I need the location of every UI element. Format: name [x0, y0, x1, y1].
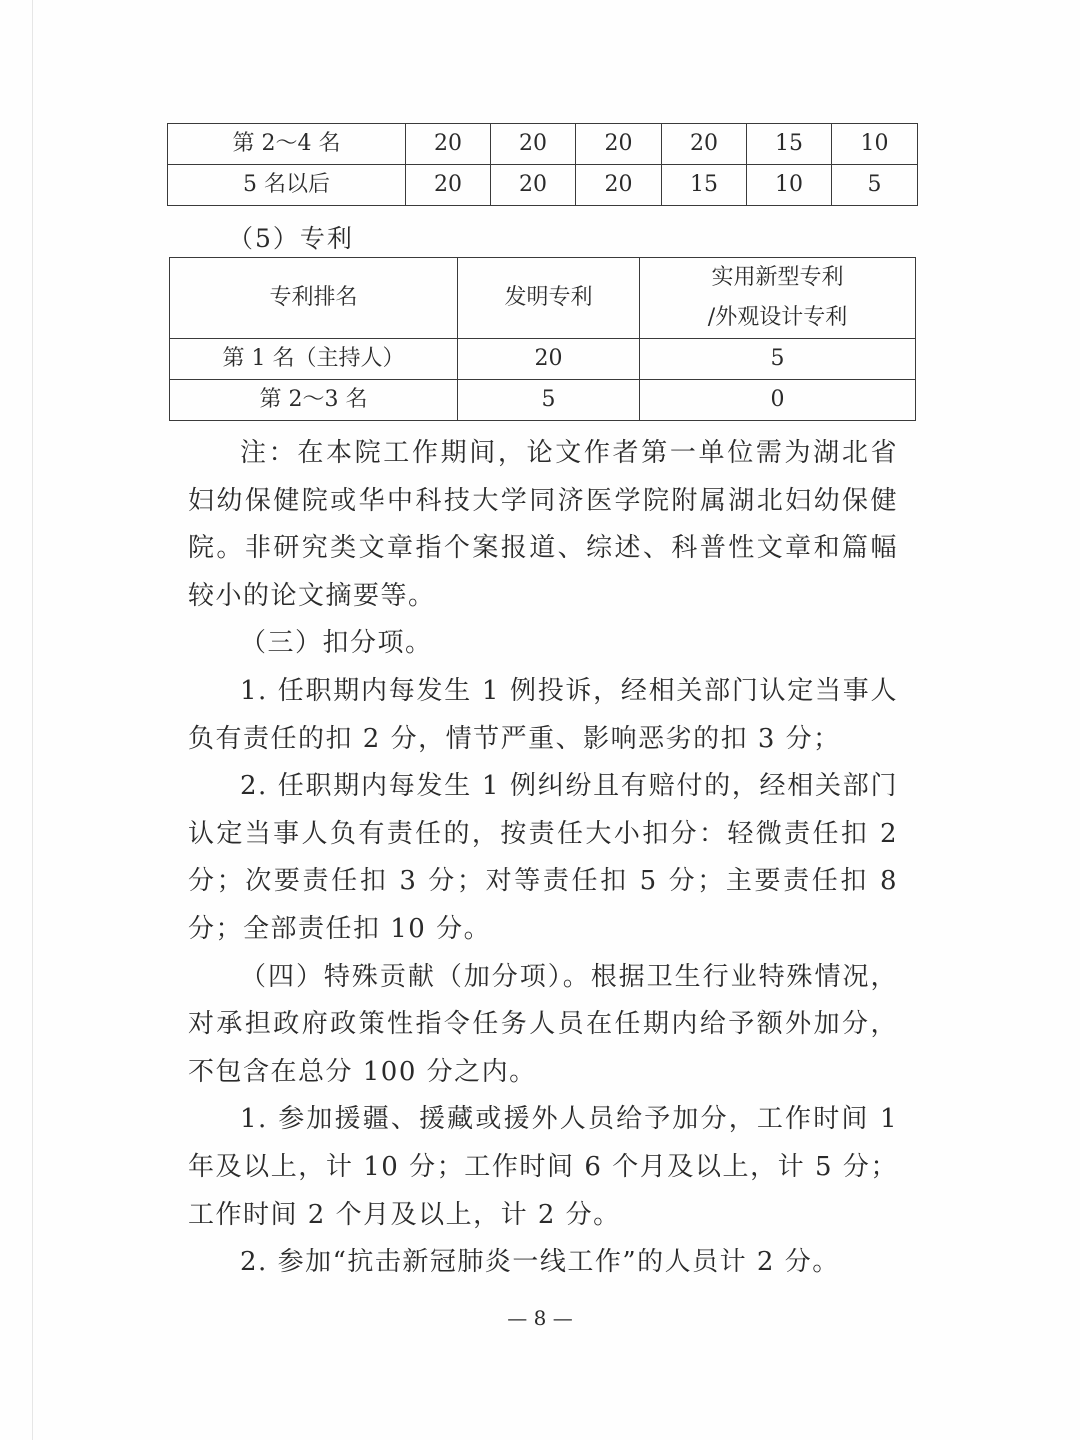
rank-cell: 第 2～3 名 — [170, 380, 458, 421]
header-rank: 专利排名 — [170, 258, 458, 339]
table-header-row — [170, 258, 916, 339]
deduction-item-1: 1. 任职期内每发生 1 例投诉，经相关部门认定当事人负有责任的扣 2 分，情节严重、影响恶劣的扣 3 分； — [188, 675, 898, 754]
rank-cell: 第 1 名（主持人） — [170, 339, 458, 380]
deduction-item-2: 2. 任职期内每发生 1 例纠纷且有赔付的，经相关部门认定当事人负有责任的，按责任大小扣分：轻微责任扣 2 分；次要责任扣 3 分；对等责任扣 5 分；主要责任扣 8 分；全部责任扣 10 分。 — [188, 771, 898, 944]
score-cell: 20 — [406, 165, 491, 206]
section-heading-deductions: （三）扣分项。 — [240, 628, 433, 659]
ranking-score-table — [167, 123, 918, 206]
header-invention: 发明专利 — [458, 258, 640, 339]
header-utility-line-2: /外观设计专利 — [707, 305, 848, 330]
score-cell: 15 — [747, 124, 832, 165]
header-utility-line-1: 实用新型专利 — [711, 265, 844, 290]
utility-cell: 0 — [640, 380, 916, 421]
score-cell: 20 — [662, 124, 747, 165]
table-row — [168, 124, 918, 165]
invention-cell: 20 — [458, 339, 640, 380]
header-utility — [640, 258, 916, 339]
score-cell: 5 — [832, 165, 918, 206]
table-row — [168, 165, 918, 206]
score-cell: 20 — [576, 124, 662, 165]
score-cell: 10 — [747, 165, 832, 206]
section-heading-special-contribution: （四）特殊贡献（加分项）。根据卫生行业特殊情况，对承担政府政策性指令任务人员在任期内给予额外加分，不包含在总分 100 分之内。 — [188, 961, 898, 1087]
score-cell: 20 — [576, 165, 662, 206]
score-cell: 20 — [491, 165, 576, 206]
table-row — [170, 339, 916, 380]
patent-score-table — [169, 257, 916, 421]
bonus-item-2: 2. 参加“抗击新冠肺炎一线工作”的人员计 2 分。 — [240, 1247, 840, 1278]
score-cell: 15 — [662, 165, 747, 206]
table-row — [170, 380, 916, 421]
score-cell: 20 — [406, 124, 491, 165]
score-cell: 10 — [832, 124, 918, 165]
score-cell: 20 — [491, 124, 576, 165]
section-heading-patent: （5）专利 — [228, 224, 354, 253]
body-text — [188, 430, 898, 1287]
invention-cell: 5 — [458, 380, 640, 421]
row-label: 5 名以后 — [168, 165, 406, 206]
bonus-item-1: 1. 参加援疆、援藏或援外人员给予加分，工作时间 1 年及以上，计 10 分；工作时间 6 个月及以上，计 5 分；工作时间 2 个月及以上，计 2 分。 — [188, 1104, 898, 1230]
utility-cell: 5 — [640, 339, 916, 380]
note-paragraph: 注：在本院工作期间，论文作者第一单位需为湖北省妇幼保健院或华中科技大学同济医学院附属湖北妇幼保健院。非研究类文章指个案报道、综述、科普性文章和篇幅较小的论文摘要等。 — [188, 438, 898, 611]
page-number: — 8 — — [507, 1306, 573, 1330]
page-edge-line — [32, 0, 33, 1440]
row-label: 第 2～4 名 — [168, 124, 406, 165]
